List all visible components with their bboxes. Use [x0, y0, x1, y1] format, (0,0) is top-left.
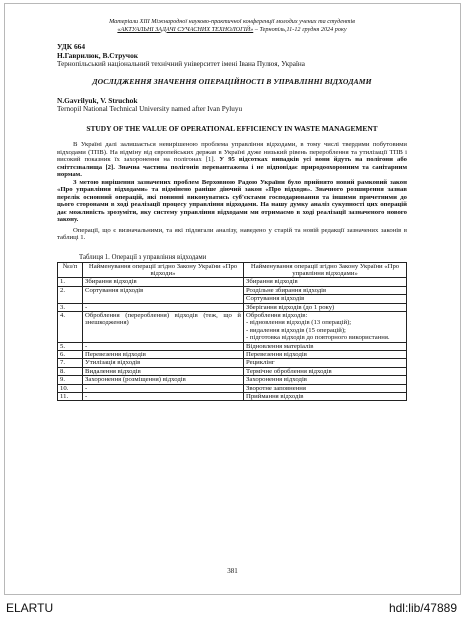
table-header-row — [58, 262, 407, 278]
header-old-law: Найменування операції згідно Закону України «Про відходи» — [83, 262, 244, 278]
page-number: 381 — [227, 567, 238, 575]
cell-old-operation: - — [83, 393, 244, 401]
cell-old-operation: - — [83, 384, 244, 392]
cell-old-operation: Перевезення відходів — [83, 350, 244, 358]
table-row — [58, 359, 407, 367]
cell-number: 1. — [58, 278, 83, 286]
cell-number: 4. — [58, 311, 83, 342]
table-row — [58, 303, 407, 311]
cell-number: 8. — [58, 367, 83, 375]
cell-new-operation: Приймання відходів — [244, 393, 407, 401]
cell-new-operation-line: Оброблення відходів: — [246, 311, 308, 319]
cell-new-operation: Термічне оброблення відходів — [244, 367, 407, 375]
cell-new-operation: Сортування відходів — [244, 295, 407, 303]
cell-number: 7. — [58, 359, 83, 367]
conference-header — [57, 18, 407, 33]
table-row — [58, 278, 407, 286]
title-en: STUDY OF THE VALUE OF OPERATIONAL EFFICIENCY IN WASTE MANAGEMENT — [86, 124, 378, 133]
table-row — [58, 376, 407, 384]
cell-new-operation: Зберігання відходів (до 1 року) — [244, 303, 407, 311]
cell-number: 3. — [58, 303, 83, 311]
cell-old-operation: Сортування відходів — [83, 286, 244, 303]
header-number: №з/п — [58, 262, 83, 278]
cell-new-operation-line: - видалення відходів (15 операцій); — [246, 326, 346, 334]
repository-name: ELARTU — [6, 601, 54, 615]
cell-old-operation: - — [83, 342, 244, 350]
udk-code: УДК 664 — [57, 42, 86, 51]
paragraph-1-text: В Україні далі залишається невирішеною проблема управління відходами, в тому числі твердими побутовими відходами (ТПВ). На відміну від європейських держав в Україні дуже низький рівень перероблення та утилізації ТПВ і високий показник їх захоронення на полігонах [1]. — [57, 141, 407, 163]
authors-en: N.Gavrilyuk, V. Struchok — [57, 96, 138, 105]
cell-new-operation: Роздільне збирання відходів — [244, 286, 407, 294]
table-row — [58, 384, 407, 392]
authors-ua: Н.Гаврилюк, В.Стручок — [57, 51, 139, 60]
cell-new-operation: Зворотне заповнення — [244, 384, 407, 392]
cell-new-operation: Відновлення матеріалів — [244, 342, 407, 350]
cell-number: 11. — [58, 393, 83, 401]
table-row — [58, 367, 407, 375]
cell-old-operation: Збирання відходів — [83, 278, 244, 286]
table-row — [58, 342, 407, 350]
affiliation-ua: Тернопільський національний технічний університет імені Івана Пулюя, Україна — [57, 60, 305, 68]
affiliation-en: Ternopil National Technical University named after Ivan Pyluyu — [57, 105, 243, 113]
operations-table — [57, 262, 407, 402]
header-new-law: Найменування операції згідно Закону України «Про управління відходами» — [244, 262, 407, 278]
cell-old-operation: Утилізація відходів — [83, 359, 244, 367]
table-row — [58, 286, 407, 294]
cell-number: 2. — [58, 286, 83, 303]
page-content — [57, 4, 407, 401]
title-ua: ДОСЛІДЖЕННЯ ЗНАЧЕННЯ ОПЕРАЦІЙНОСТІ В УПРАВЛІННІ ВІДХОДАМИ — [92, 77, 372, 86]
cell-number: 9. — [58, 376, 83, 384]
cell-number: 10. — [58, 384, 83, 392]
paragraph-2: З метою вирішення зазначених проблем Верховною Радою України було прийнято новий рамковий закон «Про управління відходами» та відмінено раніше діючий закон «Про відходи». Значного розширення зазнав перелік основний операцій, які повинні виконуватись суб'єктами господарювання та іншими причетними до цього сторонами в ході реалізації процесу управління відходами. На нашу думку аналіз сукупності цих операцій дає можливість зрозуміти, яку систему управління відходами ми отримаємо в ході реалізації зазначеного нового закону. — [57, 178, 407, 223]
conference-place-date: – Тернопіль,11-12 грудня 2024 року — [253, 25, 347, 33]
table-row — [58, 350, 407, 358]
document-page — [4, 3, 461, 595]
cell-old-operation: Оброблення (перероблення) відходів (теж, що й знешкодження) — [83, 311, 244, 342]
conference-name: «АКТУАЛЬНІ ЗАДАЧІ СУЧАСНИХ ТЕХНОЛОГІЙ» — [117, 25, 254, 33]
table-row — [58, 393, 407, 401]
cell-number: 5. — [58, 342, 83, 350]
cell-new-operation-line: - підготовка відходів до повторного використання. — [246, 334, 390, 342]
cell-new-operation: Рециклінг — [244, 359, 407, 367]
viewer-footer — [0, 596, 463, 620]
cell-new-operation: Перевезення відходів — [244, 350, 407, 358]
conference-header-line2 — [57, 26, 407, 34]
cell-number: 6. — [58, 350, 83, 358]
cell-new-operation: Захоронення відходів — [244, 376, 407, 384]
paragraph-1 — [57, 141, 407, 179]
table-row — [58, 311, 407, 342]
paragraph-3: Операції, що є визначальними, та які підлягали аналізу, наведено у старій та новій редакції зазначених законів в таблиці 1. — [57, 226, 407, 241]
handle-id: hdl:lib/47889 — [388, 601, 457, 615]
cell-new-operation-line: - відновлення відходів (13 операцій); — [246, 319, 352, 327]
table-body — [58, 278, 407, 401]
cell-old-operation: Захоронення (розміщення) відходів — [83, 376, 244, 384]
cell-old-operation: Видалення відходів — [83, 367, 244, 375]
paragraph-1-bold: У 95 відсотках випадків усі вони йдуть на полігони або сміттєзвалища [2]. Значна частина полігонів перевантажена і не відповідає природоохоронним та санітарним нормам. — [57, 156, 407, 178]
cell-new-operation: Збирання відходів — [244, 278, 407, 286]
table-caption: Таблиця 1. Операції з управління відходами — [79, 253, 207, 261]
conference-header-line1: Матеріали XIII Міжнародної науково-практичної конференції молодих учених та студентів — [109, 18, 355, 25]
cell-new-operation — [244, 311, 407, 342]
cell-old-operation: - — [83, 303, 244, 311]
